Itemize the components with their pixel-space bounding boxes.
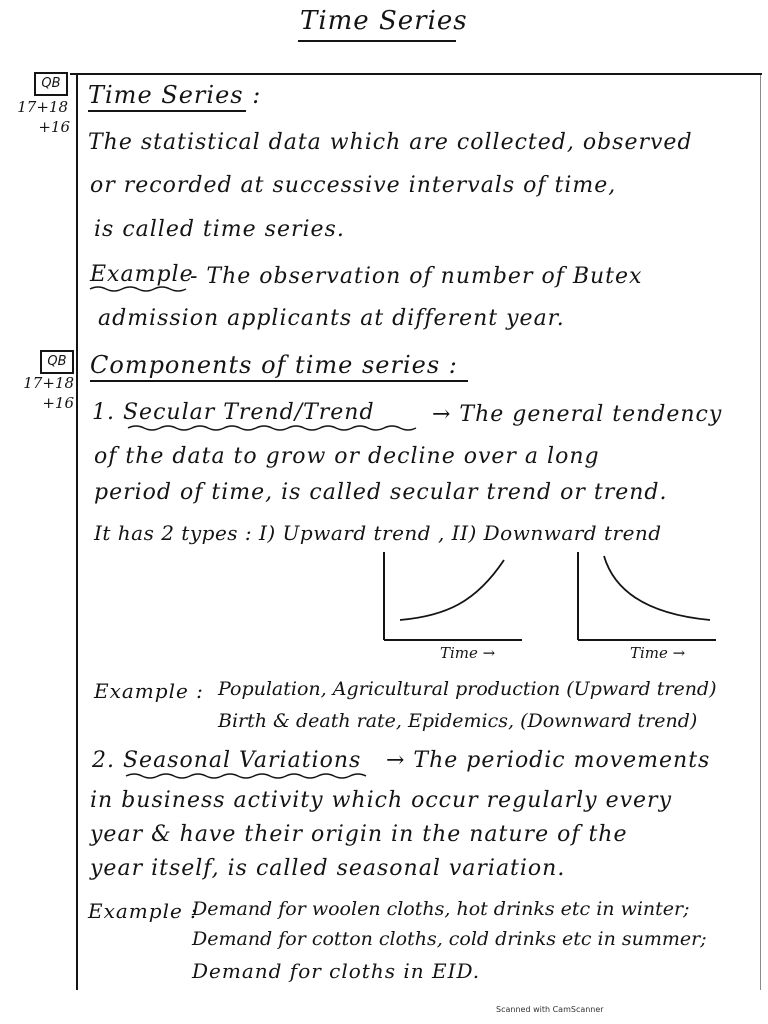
- downward-trend-curve: [604, 556, 710, 620]
- item-text: in business activity which occur regularly every: [90, 788, 672, 813]
- section-heading-underline: [90, 380, 468, 382]
- margin-years-extra: +16: [38, 118, 70, 136]
- graph-x-label: Time →: [630, 644, 686, 662]
- example-label: Example :: [88, 899, 198, 923]
- example-label: Example :: [94, 679, 204, 703]
- section-heading: Components of time series :: [90, 351, 458, 379]
- item-title-underline: [124, 772, 380, 780]
- graph-x-label: Time →: [440, 644, 496, 662]
- definition-line: is called time series.: [94, 217, 345, 242]
- section-heading-underline: [88, 110, 246, 112]
- example-text: Demand for cloths in EID.: [192, 959, 481, 983]
- example-underline: [88, 285, 188, 293]
- example-text: admission applicants at different year.: [98, 306, 565, 331]
- page-title: Time Series: [300, 6, 468, 36]
- margin-rule: [76, 75, 78, 990]
- downward-trend-graph: [570, 550, 720, 646]
- margin-years-extra: +16: [42, 394, 74, 412]
- item-text: of the data to grow or decline over a long: [94, 444, 600, 469]
- example-text: Demand for woolen cloths, hot drinks etc in winter;: [192, 898, 690, 920]
- item-title: 1. Secular Trend/Trend: [92, 400, 375, 425]
- item-title: 2. Seasonal Variations: [92, 748, 362, 773]
- example-text: Population, Agricultural production (Upward trend): [218, 678, 717, 700]
- item-text: → The general tendency: [432, 402, 723, 427]
- definition-line: The statistical data which are collected, observed: [88, 130, 693, 155]
- item-text: period of time, is called secular trend or trend.: [94, 480, 668, 505]
- qb-badge: QB: [40, 350, 74, 374]
- item-title-underline: [126, 424, 426, 432]
- right-rule: [760, 75, 761, 990]
- example-text: - The observation of number of Butex: [190, 264, 643, 289]
- item-text: year & have their origin in the nature of the: [90, 822, 628, 847]
- example-text: Demand for cotton cloths, cold drinks etc in summer;: [192, 928, 707, 950]
- section-heading: Time Series :: [88, 81, 262, 109]
- title-underline: [298, 40, 456, 42]
- item-text: → The periodic movements: [386, 748, 711, 773]
- margin-years: 17+18: [17, 98, 68, 116]
- upward-trend-curve: [400, 560, 504, 620]
- upward-trend-graph: [376, 550, 526, 646]
- definition-line: or recorded at successive intervals of time,: [90, 173, 617, 198]
- example-text: Birth & death rate, Epidemics, (Downward trend): [218, 710, 698, 732]
- item-text: year itself, is called seasonal variation.: [90, 856, 566, 881]
- item-text: It has 2 types : I) Upward trend , II) Downward trend: [94, 521, 662, 545]
- header-rule: [70, 73, 762, 75]
- example-label: Example: [90, 262, 194, 287]
- qb-badge: QB: [34, 72, 68, 96]
- scanner-footer: Scanned with CamScanner: [496, 1005, 604, 1014]
- margin-years: 17+18: [23, 374, 74, 392]
